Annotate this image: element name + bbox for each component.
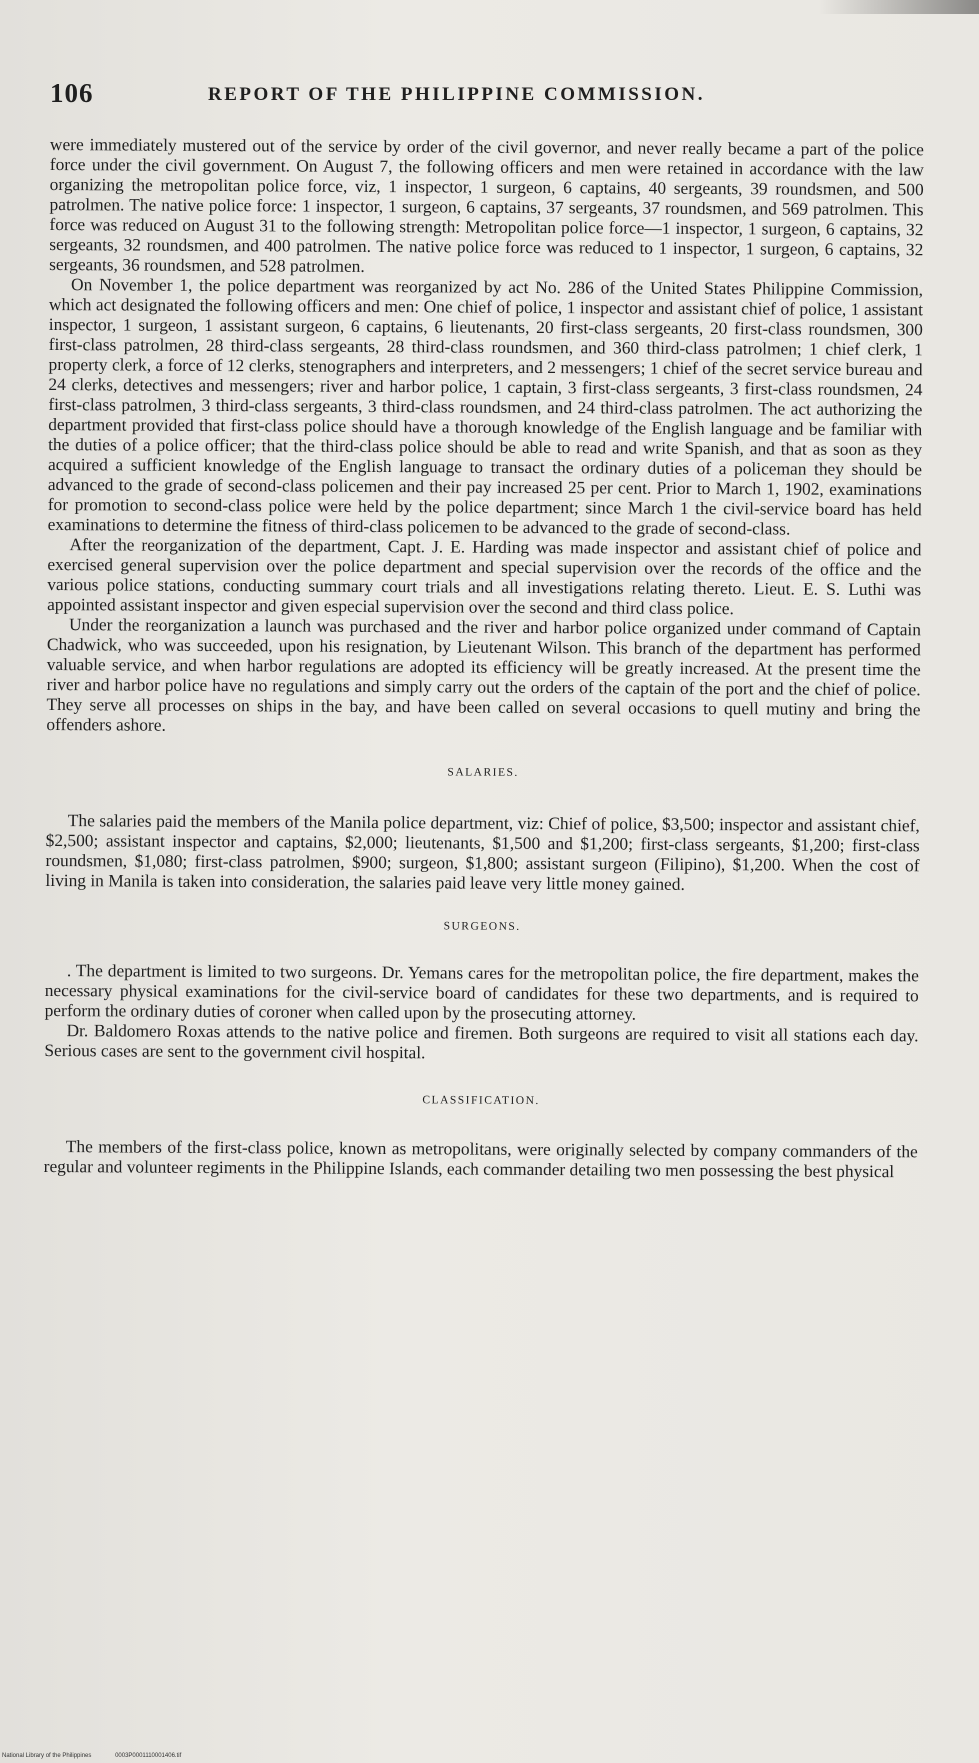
paragraph: Under the reorganization a launch was purchased and the river and harbor police organized under command of Captain Chadwick, who was succeeded, upon his resignation, by Lieutenant Wilson. This branch of the department has performed valuable service, and when harbor regulations are adopted its efficiency will be greatly increased. At the present time the river and harbor police have no regulations and simply carry out the orders of the captain of the port and the chief of police. They serve all processes on ships in the bay, and have been called on several occasions to quell mutiny and bring the offenders ashore. [46, 614, 922, 735]
scan-footer [2, 1753, 203, 1759]
page-number: 106 [50, 78, 94, 108]
body-text [44, 134, 924, 1181]
section-heading-surgeons: SURGEONS. [443, 920, 521, 933]
paragraph: were immediately mustered out of the service by order of the civil governor, and never really became a part of the police force under the civil government. On August 7, the following officers and men were retained in accordance with the law organizing the metropolitan police force, viz, 1 inspector, 1 surgeon, 6 captains, 40 sergeants, 39 roundsmen, and 500 patrolmen. The native police force: 1 inspector, 1 surgeon, 6 captains, 37 sergeants, 37 roundsmen, and 569 patrolmen. This force was reduced on August 31 to the following strength: Metropolitan police force—1 inspector, 1 surgeon, 6 captains, 32 sergeants, 32 roundsmen, and 400 patrolmen. The native police force was reduced to 1 inspector, 1 surgeon, 6 captains, 32 sergeants, 36 roundsmen, and 528 patrolmen. [49, 134, 924, 276]
paragraph: On November 1, the police department was reorganized by act No. 286 of the United States Philippine Commission, which act designated the following officers and men: One chief of police, 1 inspector and assistant chief of police, 1 assistant inspector, 1 surgeon, 1 assistant surgeon, 6 captains, 6 lieutenants, 20 first-class sergeants, 20 first-class roundsmen, 300 first-class patrolmen, 28 third-class sergeants, 28 third-class roundsmen, and 360 third-class patrolmen; 1 chief clerk, 1 property clerk, a force of 12 clerks, stenographers and interpreters, and 2 messengers; 1 chief of the secret service bureau and 24 clerks, detectives and messengers; river and harbor police, 1 captain, 3 first-class sergeants, 3 first-class roundsmen, 24 first-class patrolmen, 3 third-class sergeants, 3 third-class roundsmen, and 24 third-class patrolmen. The act authorizing the department provided that first-class police should have a thorough knowledge of the English language and be familiar with the duties of a police officer; that the third-class police should be able to read and write Spanish, and that as soon as they acquired a sufficient knowledge of the English language to transact the ordinary duties of a policeman they should be advanced to the grade of second-class policemen and their pay increased 25 per cent. Prior to March 1, 1902, examinations for promotion to second-class police were held by the police department; since March 1 the civil-service board has held examinations to determine the fitness of third-class policemen to be advanced to the grade of second-class. [47, 274, 924, 539]
paragraph: . The department is limited to two surgeons. Dr. Yemans cares for the metropolitan police, the fire department, makes the necessary physical examinations for the civil-service board of candidates for these two departments, and is required to perform the ordinary duties of coroner when called upon by the prosecuting attorney. [44, 960, 919, 1024]
scan-edge-shadow [819, 0, 979, 14]
paragraph: The salaries paid the members of the Manila police department, viz: Chief of police, $3,500; inspector and assistant chief, $2,500; assistant inspector and captains, $2,000; lieutenants, $1,500 and $1,200; first-class sergeants, $1,200; first-class roundsmen, $1,080; first-class patrolmen, $900; surgeon, $1,800; assistant surgeon (Filipino), $1,200. When the cost of living in Manila is taken into consideration, the salaries paid leave very little money gained. [45, 810, 920, 894]
page-header [50, 78, 930, 110]
paragraph: After the reorganization of the department, Capt. J. E. Harding was made inspector and assistant chief of police and exercised general supervision over the police department and special supervision over the records of the office and the various police stations, conducting summary court trials and all investigations relating thereto. Lieut. E. S. Luthi was appointed assistant inspector and given especial supervision over the second and third class police. [47, 534, 922, 619]
section-heading-salaries: SALARIES. [447, 766, 519, 779]
paragraph: Dr. Baldomero Roxas attends to the native police and firemen. Both surgeons are required to visit all stations each day. Serious cases are sent to the government civil hospital. [44, 1020, 919, 1063]
section-heading-classification: CLASSIFICATION. [422, 1094, 540, 1108]
paragraph: The members of the first-class police, known as metropolitans, were originally selected by company commanders of the regular and volunteer regiments in the Philippine Islands, each commander detailing two men possessing the best physical [43, 1136, 918, 1182]
running-head: REPORT OF THE PHILIPPINE COMMISSION. [208, 84, 706, 105]
footer-library: National Library of the Philippines [2, 1753, 92, 1759]
footer-identifier: 0003P0001110001406.tif [115, 1753, 182, 1759]
